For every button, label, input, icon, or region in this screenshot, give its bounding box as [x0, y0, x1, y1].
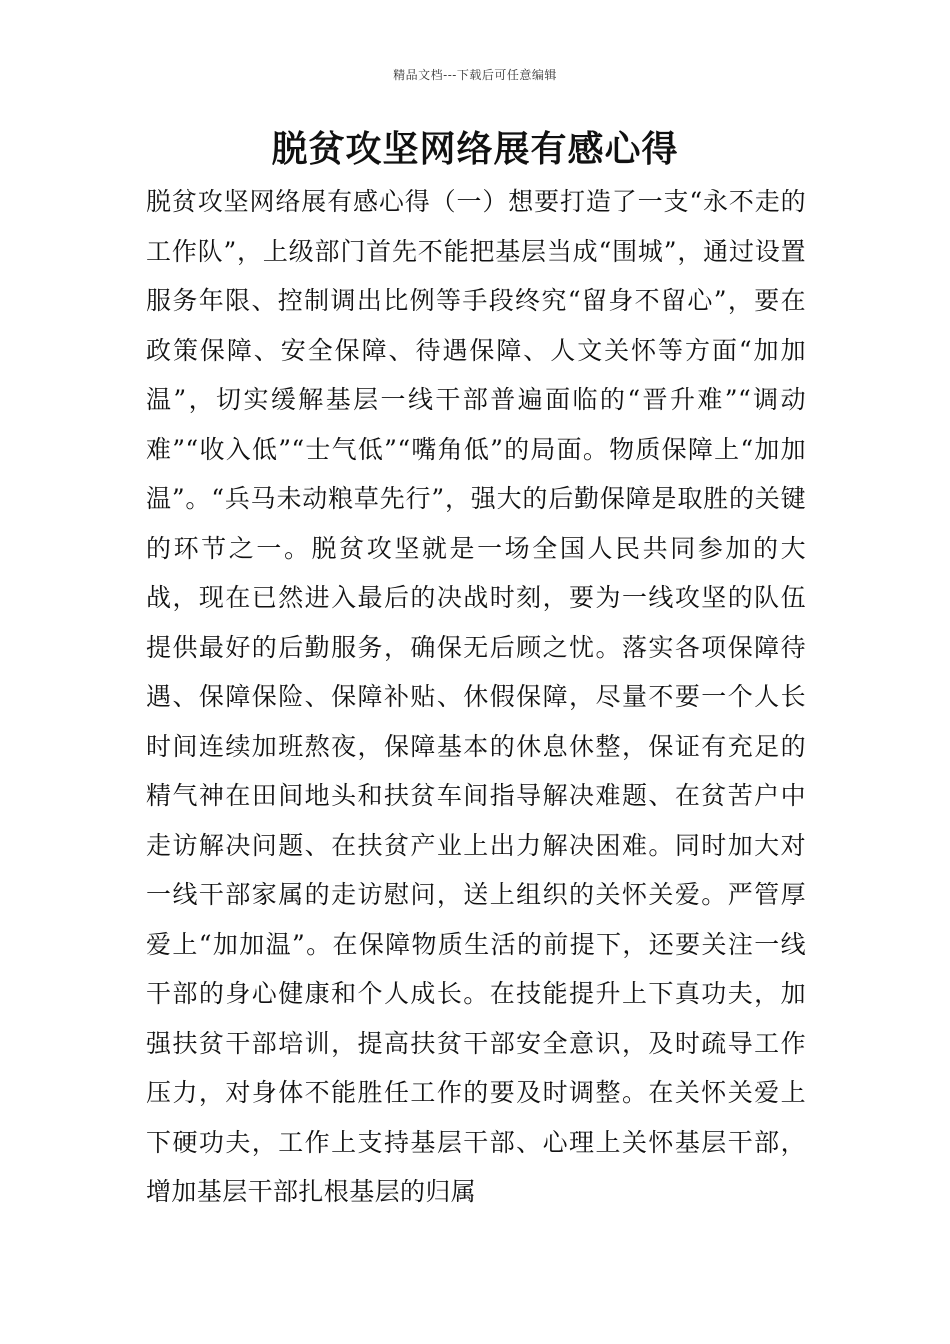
- document-title: 脱贫攻坚网络展有感心得: [271, 129, 679, 170]
- document-body: 脱贫攻坚网络展有感心得（一）想要打造了一支“永不走的工作队”，上级部门首先不能把基层当成“围城”，通过设置服务年限、控制调出比例等手段终究“留身不留心”，要在政策保障、安全保障、待遇保障、人文关怀等方面“加加温”，切实缓解基层一线干部普遍面临的“晋升难”“调动难”“收入低”“士气低”“嘴角低”的局面。物质保障上“加加温”。“兵马未动粮草先行”，强大的后勤保障是取胜的关键的环节之一。脱贫攻坚就是一场全国人民共同参加的大战，现在已然进入最后的决战时刻，要为一线攻坚的队伍提供最好的后勤服务，确保无后顾之忧。落实各项保障待遇、保障保险、保障补贴、休假保障，尽量不要一个人长时间连续加班熬夜，保障基本的休息休整，保证有充足的精气神在田间地头和扶贫车间指导解决难题、在贫苦户中走访解决问题、在扶贫产业上出力解决困难。同时加大对一线干部家属的走访慰问，送上组织的关怀关爱。严管厚爱上“加加温”。在保障物质生活的前提下，还要关注一线干部的身心健康和个人成长。在技能提升上下真功夫，加强扶贫干部培训，提高扶贫干部安全意识，及时疏导工作压力，对身体不能胜任工作的要及时调整。在关怀关爱上下硬功夫，工作上支持基层干部、心理上关怀基层干部，增加基层干部扎根基层的归属: [146, 187, 806, 1206]
- header-note: 精品文档---下载后可任意编辑: [393, 68, 557, 82]
